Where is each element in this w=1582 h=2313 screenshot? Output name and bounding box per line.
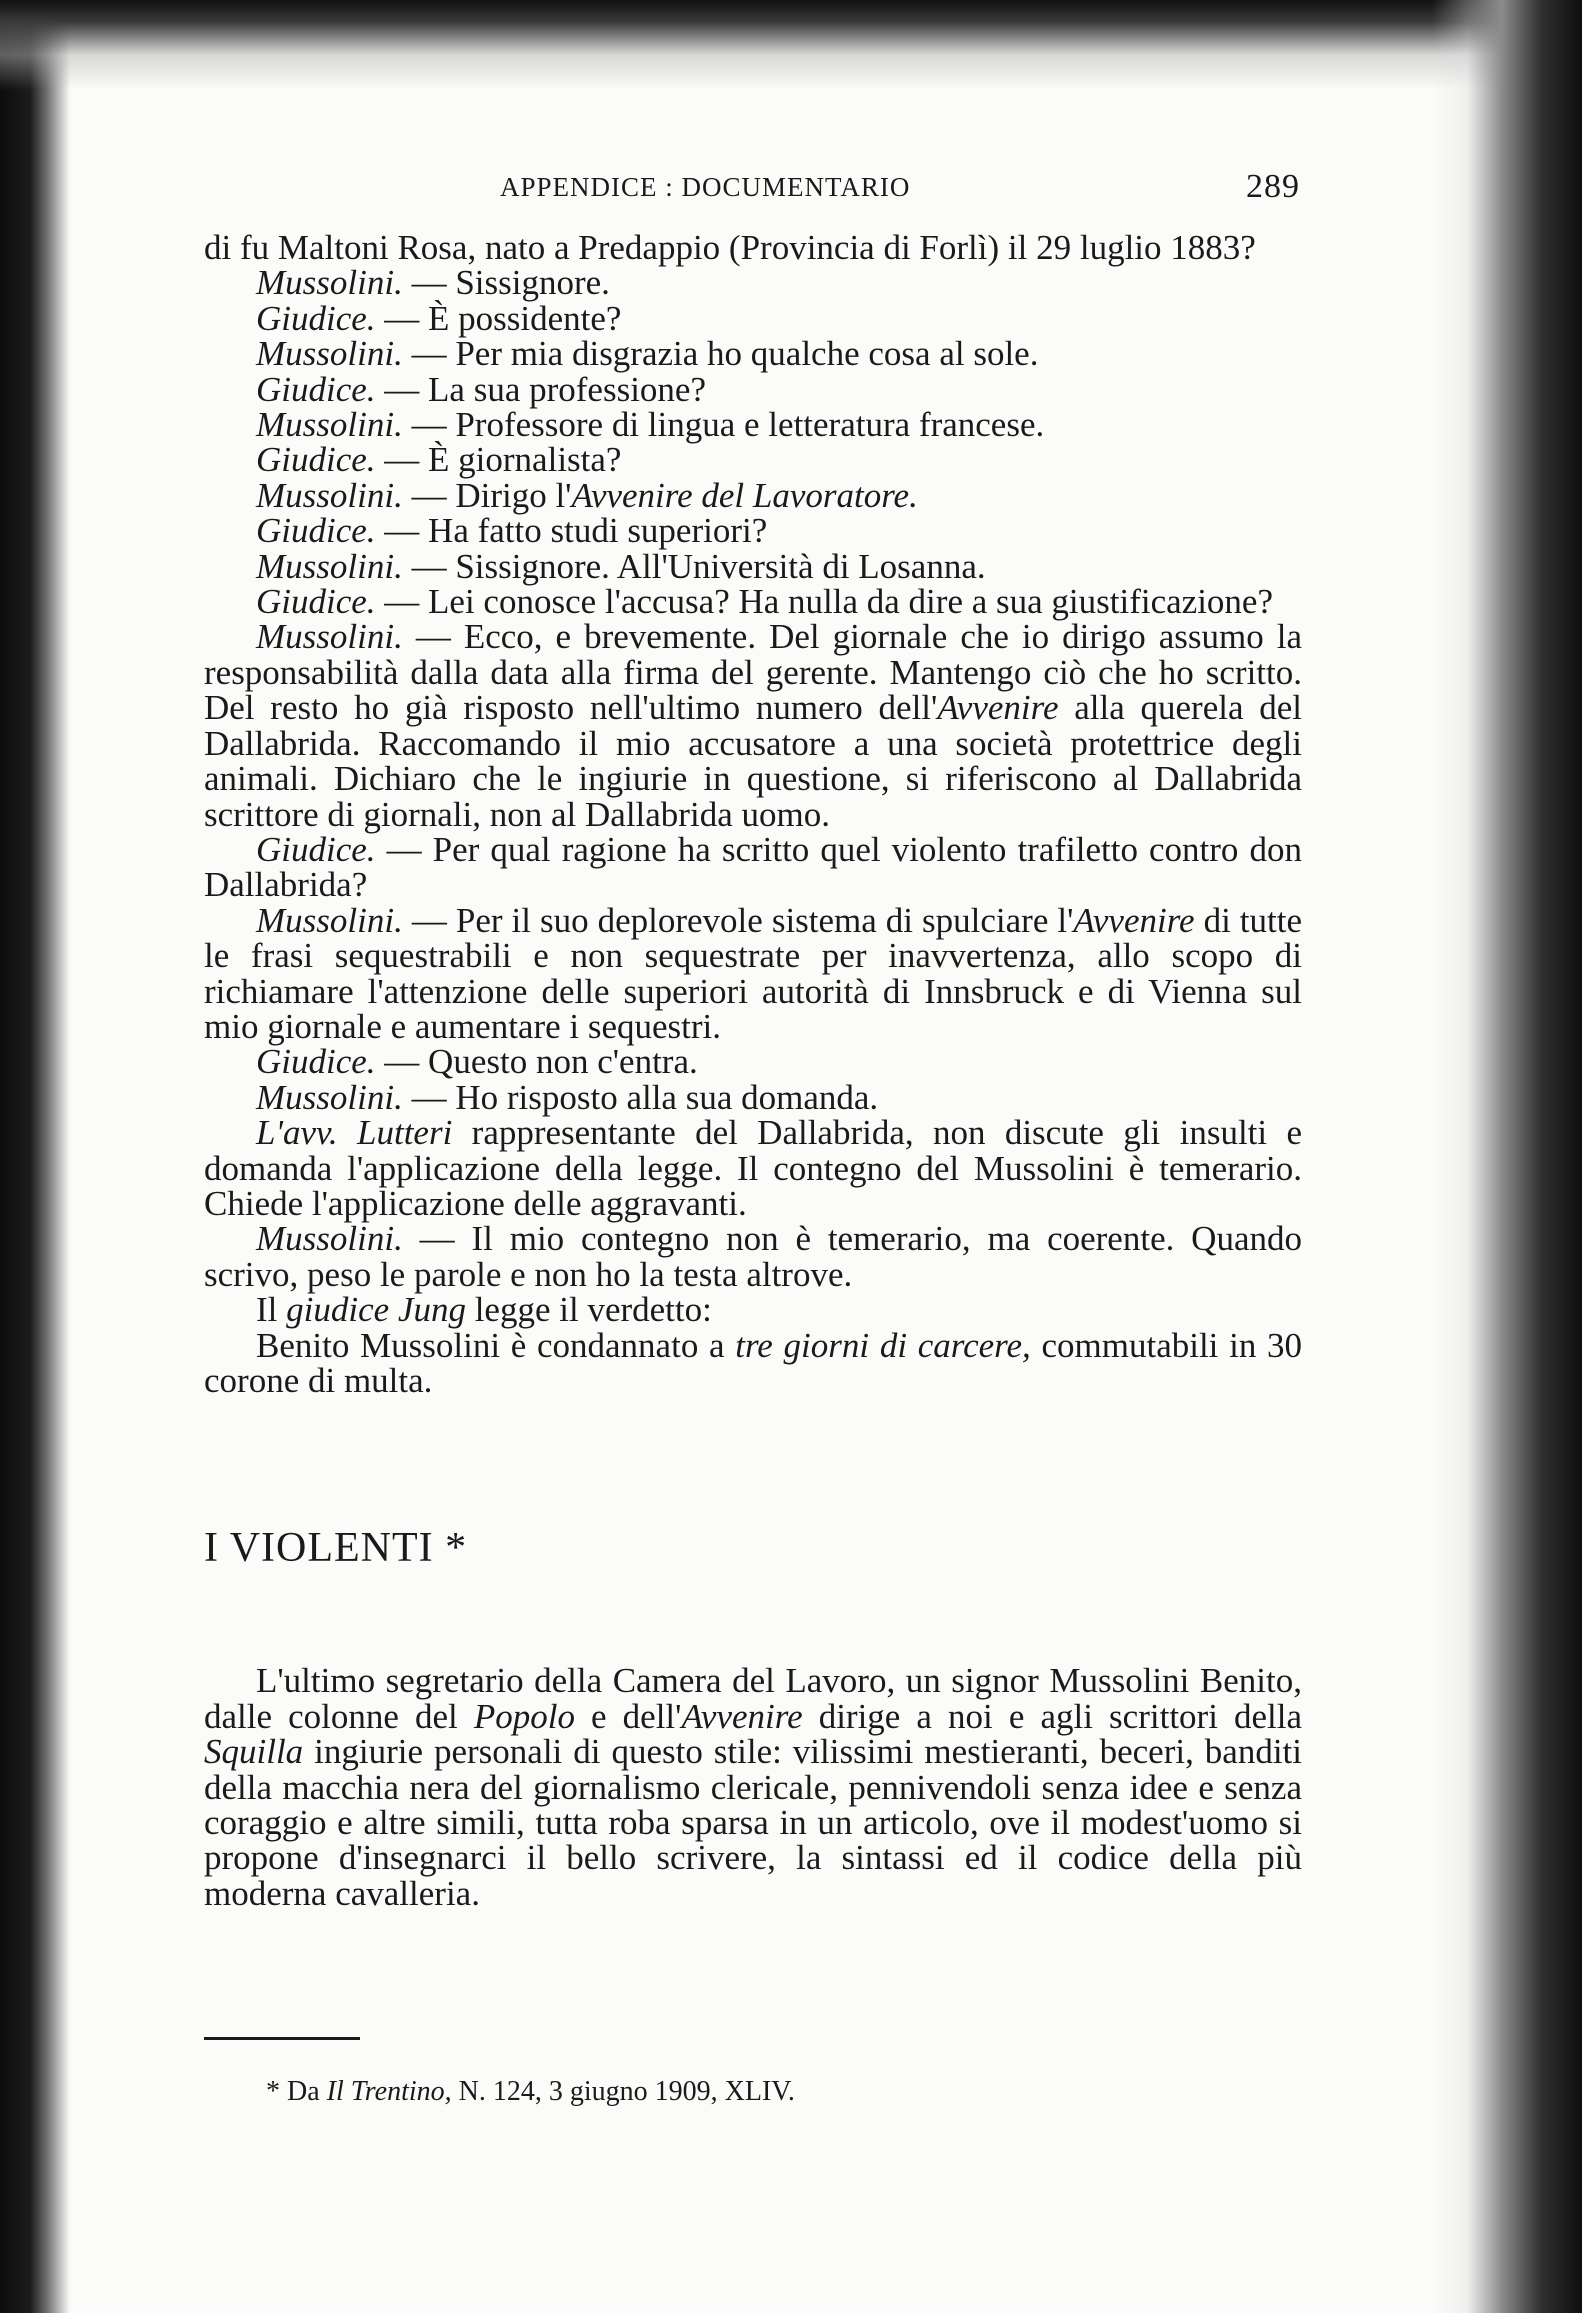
- newspaper-title: Avvenire: [681, 1696, 803, 1736]
- utterance: — Ho risposto alla sua domanda.: [411, 1077, 879, 1117]
- utterance: — Per qual ragione ha scritto quel violento trafiletto contro don Dallabrida?: [204, 829, 1302, 905]
- utterance: — Lei conosce l'accusa? Ha nulla da dire a sua giustificazione?: [384, 582, 1273, 622]
- verdict-intro-pre: Il: [256, 1290, 278, 1330]
- speaker: Mussolini.: [256, 900, 403, 940]
- dialogue-line: [204, 475, 1302, 515]
- speaker: Giudice.: [256, 440, 376, 480]
- speaker: Giudice.: [256, 1042, 376, 1082]
- dialogue-line: [204, 405, 1302, 445]
- newspaper-title: Avvenire del Lavoratore.: [571, 475, 918, 515]
- utterance: — Per il suo deplorevole sistema di spulciare l': [411, 900, 1074, 940]
- scan-edge-right: [1432, 0, 1582, 2313]
- speaker: Mussolini.: [256, 475, 403, 515]
- para-text: ingiurie personali di questo stile: vilissimi mestieranti, beceri, banditi della macchia nera del giornalismo clericale, pennivendoli senza idee e senza coraggio e altre simili, tutta roba sparsa in un articolo, ove il modest'uomo si propone d'insegnarci il bello scrivere, la sintassi ed il codice della più moderna cavalleria.: [204, 1732, 1302, 1913]
- section-heading: I VIOLENTI *: [204, 1525, 468, 1572]
- speaker: Mussolini.: [256, 617, 403, 657]
- dialogue-line: [204, 1221, 1302, 1292]
- utterance: — È giornalista?: [384, 440, 622, 480]
- newspaper-title: Popolo: [473, 1696, 575, 1736]
- spacer: [204, 1583, 1302, 1663]
- verdict-intro: [204, 1290, 1302, 1330]
- footnote-pre: * Da: [266, 2076, 320, 2107]
- judge-name: giudice Jung: [286, 1290, 466, 1330]
- dialogue-line: [204, 263, 1302, 303]
- dialogue-line: [204, 440, 1302, 480]
- dialogue-line: [204, 511, 1302, 551]
- footnote-source: Il Trentino,: [326, 2076, 452, 2107]
- dialogue-line: [204, 829, 1302, 905]
- newspaper-title: Avvenire: [1073, 900, 1195, 940]
- footnote-post: N. 124, 3 giugno 1909, XLIV.: [458, 2076, 795, 2107]
- speaker: Giudice.: [256, 298, 376, 338]
- speaker: Mussolini.: [256, 1077, 403, 1117]
- newspaper-title: Squilla: [204, 1732, 304, 1772]
- scan-edge-left: [0, 0, 70, 2313]
- running-head-title: APPENDICE : DOCUMENTARIO: [500, 172, 911, 202]
- page-number: 289: [1246, 168, 1300, 205]
- sentence-term: tre giorni di carcere,: [735, 1325, 1031, 1365]
- utterance: — Sissignore. All'Università di Losanna.: [411, 546, 986, 586]
- dialogue-line: [204, 582, 1302, 622]
- speaker: Mussolini.: [256, 405, 403, 445]
- utterance: — Sissignore.: [411, 263, 610, 303]
- running-head: [500, 168, 1300, 212]
- speaker: Giudice.: [256, 511, 376, 551]
- speaker: Mussolini.: [256, 546, 403, 586]
- body-text: [204, 230, 1302, 1911]
- para-text: e dell': [591, 1696, 682, 1736]
- dialogue-line: [204, 617, 1303, 834]
- utterance: — Ha fatto studi superiori?: [384, 511, 768, 551]
- utterance: — La sua professione?: [384, 369, 706, 409]
- speaker: Mussolini.: [256, 334, 403, 374]
- verdict-intro-post: legge il verdetto:: [474, 1290, 712, 1330]
- utterance: — Questo non c'entra.: [384, 1042, 698, 1082]
- footnote: [204, 2076, 1266, 2108]
- utterance: — È possidente?: [384, 298, 622, 338]
- speaker: Giudice.: [256, 369, 376, 409]
- utterance: — Ecco, e brevemente. Del giornale che io dirigo assumo la responsabilità dalla data alla firma del gerente. Mantengo ciò che ho scritto. Del resto ho già risposto nell'ultimo numero dell': [204, 617, 1303, 728]
- speaker: L'avv. Lutteri: [256, 1113, 453, 1153]
- utterance: — Professore di lingua e letteratura francese.: [411, 405, 1045, 445]
- spacer: [204, 1398, 1302, 1513]
- dialogue-line: [204, 1115, 1302, 1221]
- newspaper-title: Avvenire: [937, 688, 1059, 728]
- speaker: Mussolini.: [256, 1219, 403, 1259]
- speaker: Mussolini.: [256, 263, 403, 303]
- para-text: dirige a noi e agli scrittori della: [818, 1696, 1303, 1736]
- footnote-rule: [204, 2037, 360, 2040]
- speaker: Giudice.: [256, 829, 376, 869]
- dialogue-line: [204, 369, 1302, 409]
- utterance: — Il mio contegno non è temerario, ma coerente. Quando scrivo, peso le parole e non ho la testa altrove.: [204, 1219, 1302, 1294]
- utterance: rappresentante del Dallabrida, non discute gli insulti e domanda l'applicazione della legge. Il contegno del Mussolini è temerario. Chiede l'applicazione delle aggravanti.: [204, 1113, 1302, 1223]
- scan-edge-top: [0, 0, 1582, 90]
- verdict-pre: Benito Mussolini è condannato a: [256, 1325, 725, 1365]
- utterance-end: di tutte le frasi sequestrabili e non sequestrate per inavvertenza, allo scopo di richiamare l'attenzione delle superiori autorità di Innsbruck e di Vienna sul mio giornale e aumentare i sequestri.: [204, 900, 1303, 1046]
- verdict-text: [204, 1325, 1303, 1400]
- dialogue-line: [204, 334, 1302, 374]
- section-paragraph: [204, 1663, 1302, 1911]
- dialogue-line: [204, 298, 1302, 338]
- verdict-post: commutabili in 30 corone di multa.: [204, 1325, 1303, 1400]
- dialogue-line: [204, 1042, 1302, 1082]
- intro-line: di fu Maltoni Rosa, nato a Predappio (Provincia di Forlì) il 29 luglio 1883?: [204, 228, 1256, 267]
- utterance: — Per mia disgrazia ho qualche cosa al sole.: [411, 334, 1039, 374]
- dialogue-line: [204, 546, 1302, 586]
- dialogue-line: [204, 900, 1303, 1046]
- speaker: Giudice.: [256, 582, 376, 622]
- para-text: L'ultimo segretario della Camera del Lavoro, un signor Mussolini Benito, dalle colonne del: [204, 1661, 1302, 1736]
- utterance: — Dirigo l': [411, 475, 572, 515]
- dialogue-line: [204, 1077, 1302, 1117]
- utterance-end: alla querela del Dallabrida. Raccomando il mio accusatore a una società protettrice degli animali. Dichiaro che le ingiurie in questione, si riferiscono al Dallabrida scrittore di giornali, non al Dallabrida uomo.: [204, 688, 1303, 834]
